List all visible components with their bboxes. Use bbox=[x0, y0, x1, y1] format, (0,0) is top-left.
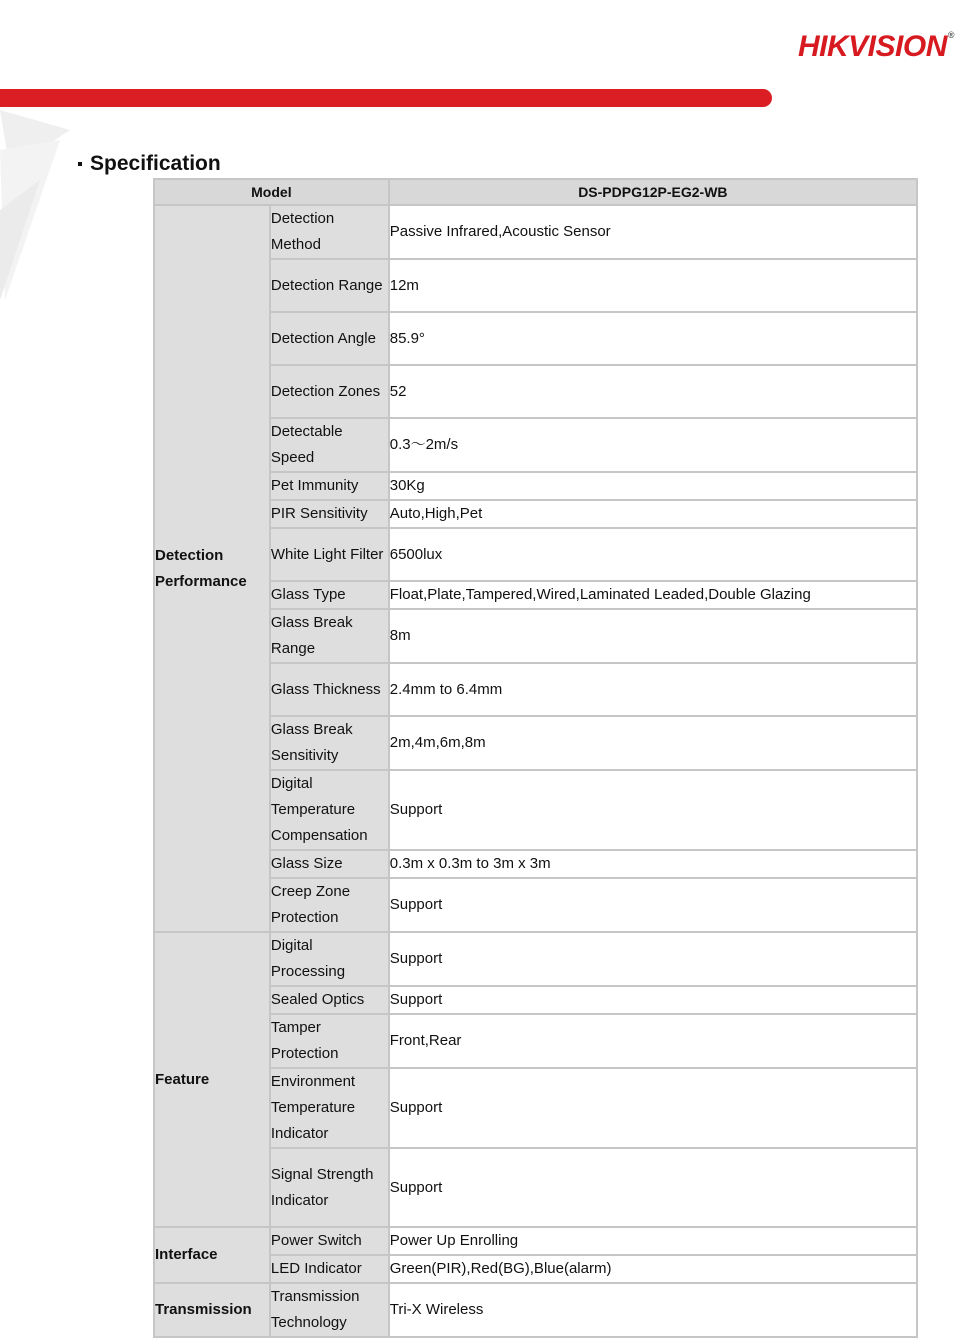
value-cell: Tri-X Wireless bbox=[389, 1283, 917, 1337]
value-cell: 2m,4m,6m,8m bbox=[389, 716, 917, 770]
value-cell: Front,Rear bbox=[389, 1014, 917, 1068]
model-value-header: DS-PDPG12P-EG2-WB bbox=[389, 179, 917, 205]
value-cell: 8m bbox=[389, 609, 917, 663]
registered-mark: ® bbox=[947, 30, 954, 40]
value-cell: 0.3m x 0.3m to 3m x 3m bbox=[389, 850, 917, 878]
section-title-text: Specification bbox=[90, 152, 221, 175]
group-interface: Interface bbox=[154, 1227, 270, 1283]
param-cell: Detection Zones bbox=[270, 365, 389, 418]
param-cell: Environment Temperature Indicator bbox=[270, 1068, 389, 1148]
value-cell: 30Kg bbox=[389, 472, 917, 500]
param-cell: Glass Break Sensitivity bbox=[270, 716, 389, 770]
spec-table bbox=[153, 178, 918, 1338]
param-cell: Glass Thickness bbox=[270, 663, 389, 716]
param-cell: Transmission Technology bbox=[270, 1283, 389, 1337]
table-row bbox=[154, 205, 917, 259]
value-cell: 12m bbox=[389, 259, 917, 312]
value-cell: Auto,High,Pet bbox=[389, 500, 917, 528]
value-cell: 2.4mm to 6.4mm bbox=[389, 663, 917, 716]
param-cell: Glass Size bbox=[270, 850, 389, 878]
value-cell: Power Up Enrolling bbox=[389, 1227, 917, 1255]
param-cell: Digital Temperature Compensation bbox=[270, 770, 389, 850]
value-cell: Passive Infrared,Acoustic Sensor bbox=[389, 205, 917, 259]
value-cell: Support bbox=[389, 986, 917, 1014]
param-cell: Creep Zone Protection bbox=[270, 878, 389, 932]
value-cell: Support bbox=[389, 932, 917, 986]
section-title bbox=[78, 152, 221, 176]
value-cell: 85.9° bbox=[389, 312, 917, 365]
table-row bbox=[154, 932, 917, 986]
table-header-row bbox=[154, 179, 917, 205]
param-cell: Detection Range bbox=[270, 259, 389, 312]
table-row bbox=[154, 1227, 917, 1255]
param-cell: PIR Sensitivity bbox=[270, 500, 389, 528]
param-cell: LED Indicator bbox=[270, 1255, 389, 1283]
value-cell: Support bbox=[389, 1148, 917, 1227]
logo-text: HIKVISION bbox=[798, 30, 947, 63]
group-feature: Feature bbox=[154, 932, 270, 1227]
param-cell: Detection Method bbox=[270, 205, 389, 259]
param-cell: Detection Angle bbox=[270, 312, 389, 365]
table-row bbox=[154, 1283, 917, 1337]
value-cell: Float,Plate,Tampered,Wired,Laminated Leaded,Double Glazing bbox=[389, 581, 917, 609]
param-cell: Detectable Speed bbox=[270, 418, 389, 472]
param-cell: White Light Filter bbox=[270, 528, 389, 581]
decorative-background-shape bbox=[0, 110, 120, 310]
group-detection-performance: Detection Performance bbox=[154, 205, 270, 932]
value-cell: Support bbox=[389, 1068, 917, 1148]
value-cell: 6500lux bbox=[389, 528, 917, 581]
value-cell: 0.3～2m/s bbox=[389, 418, 917, 472]
group-transmission: Transmission bbox=[154, 1283, 270, 1337]
bullet-icon bbox=[78, 162, 82, 166]
param-cell: Pet Immunity bbox=[270, 472, 389, 500]
param-cell: Power Switch bbox=[270, 1227, 389, 1255]
param-cell: Glass Break Range bbox=[270, 609, 389, 663]
header-red-bar bbox=[0, 89, 772, 107]
param-cell: Signal Strength Indicator bbox=[270, 1148, 389, 1227]
param-cell: Digital Processing bbox=[270, 932, 389, 986]
value-cell: Support bbox=[389, 878, 917, 932]
model-header: Model bbox=[154, 179, 389, 205]
brand-logo bbox=[798, 30, 954, 64]
param-cell: Glass Type bbox=[270, 581, 389, 609]
param-cell: Sealed Optics bbox=[270, 986, 389, 1014]
param-cell: Tamper Protection bbox=[270, 1014, 389, 1068]
value-cell: Green(PIR),Red(BG),Blue(alarm) bbox=[389, 1255, 917, 1283]
value-cell: 52 bbox=[389, 365, 917, 418]
value-cell: Support bbox=[389, 770, 917, 850]
